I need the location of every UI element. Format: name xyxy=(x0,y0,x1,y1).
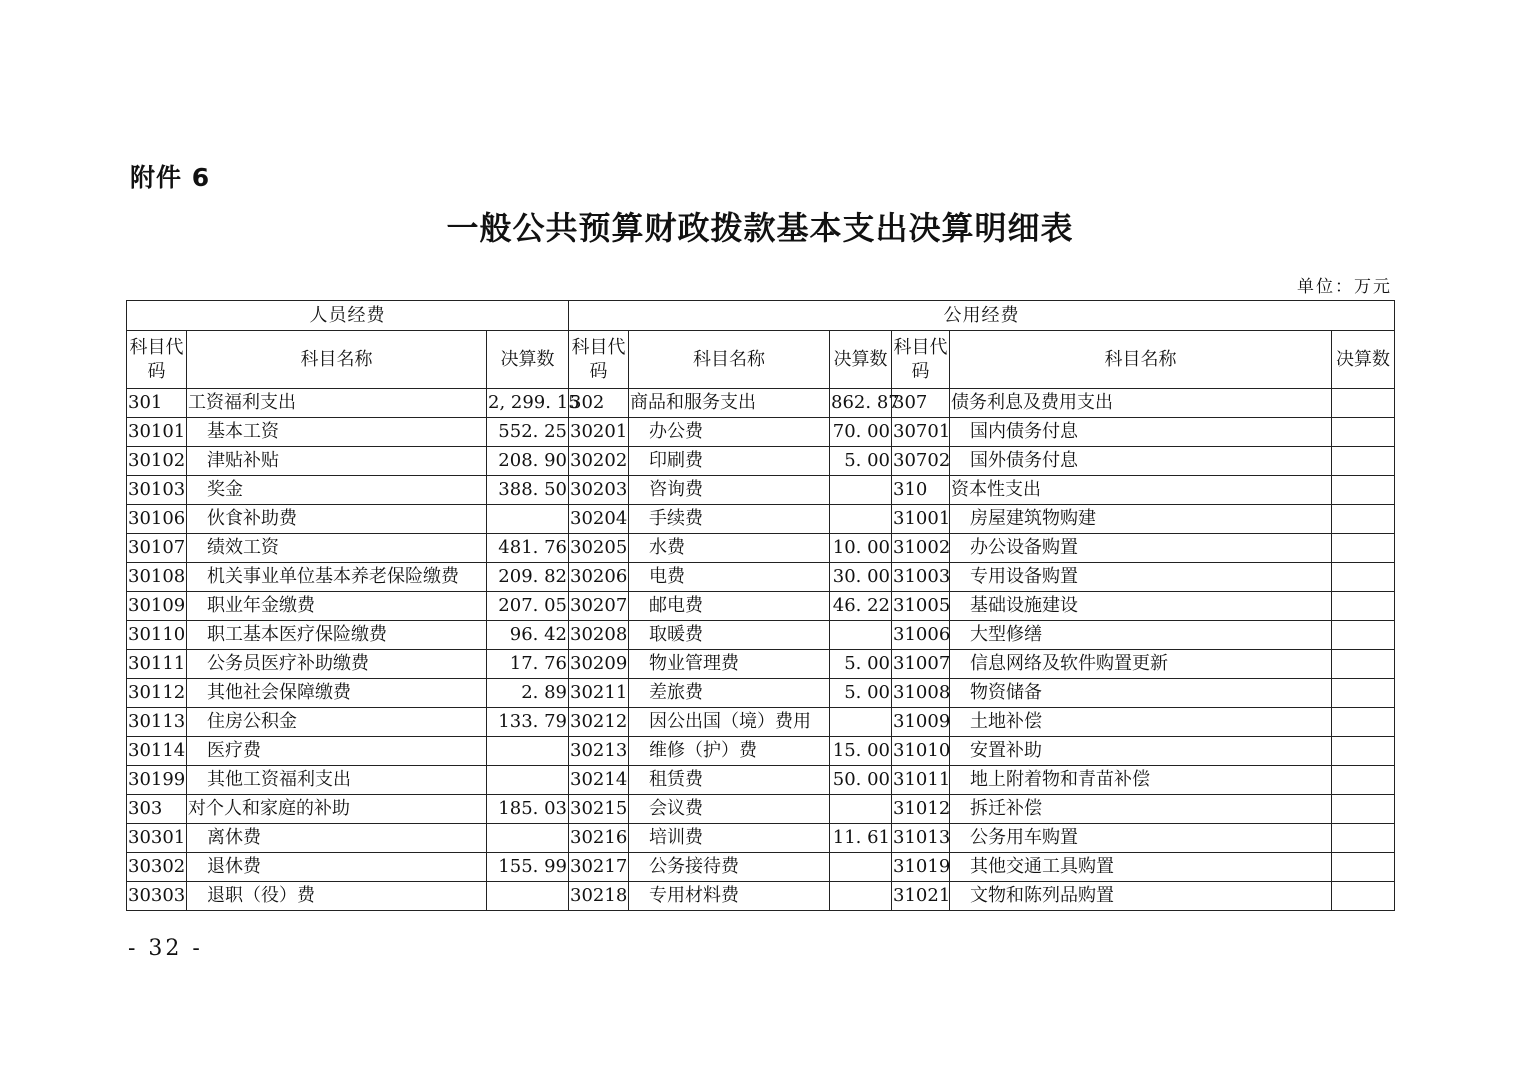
capital-name-cell: 物资储备 xyxy=(950,679,1332,708)
table-row xyxy=(127,476,1395,505)
personnel-name-cell: 津贴补贴 xyxy=(187,447,487,476)
personnel-amount-cell xyxy=(487,505,569,534)
page-title: 一般公共预算财政拨款基本支出决算明细表 xyxy=(446,209,1074,247)
public-amount-cell: 10. 00 xyxy=(830,534,892,563)
capital-name-cell: 文物和陈列品购置 xyxy=(950,882,1332,911)
personnel-name-cell: 职工基本医疗保险缴费 xyxy=(187,621,487,650)
capital-name-cell: 基础设施建设 xyxy=(950,592,1332,621)
capital-name-cell: 房屋建筑物购建 xyxy=(950,505,1332,534)
personnel-code-cell: 30102 xyxy=(127,447,187,476)
personnel-name-cell: 公务员医疗补助缴费 xyxy=(187,650,487,679)
public-amount-cell xyxy=(830,853,892,882)
table-row xyxy=(127,679,1395,708)
public-name-cell: 商品和服务支出 xyxy=(629,389,830,418)
public-code-cell: 30204 xyxy=(569,505,629,534)
public-code-cell: 30206 xyxy=(569,563,629,592)
personnel-name-cell: 奖金 xyxy=(187,476,487,505)
personnel-name-cell: 基本工资 xyxy=(187,418,487,447)
table-row xyxy=(127,534,1395,563)
column-header-code: 科目代码 xyxy=(569,331,629,389)
personnel-amount-cell xyxy=(487,824,569,853)
public-code-cell: 30218 xyxy=(569,882,629,911)
public-amount-cell: 5. 00 xyxy=(830,650,892,679)
capital-code-cell: 30701 xyxy=(892,418,950,447)
personnel-code-cell: 30303 xyxy=(127,882,187,911)
group-header-public: 公用经费 xyxy=(569,301,1395,331)
personnel-amount-cell xyxy=(487,766,569,795)
public-code-cell: 30201 xyxy=(569,418,629,447)
capital-code-cell: 31013 xyxy=(892,824,950,853)
personnel-amount-cell: 185. 03 xyxy=(487,795,569,824)
public-amount-cell: 5. 00 xyxy=(830,679,892,708)
capital-code-cell: 31011 xyxy=(892,766,950,795)
capital-amount-cell xyxy=(1332,824,1395,853)
personnel-amount-cell: 209. 82 xyxy=(487,563,569,592)
capital-code-cell: 30702 xyxy=(892,447,950,476)
column-header-amount: 决算数 xyxy=(830,331,892,389)
personnel-code-cell: 30109 xyxy=(127,592,187,621)
capital-code-cell: 31003 xyxy=(892,563,950,592)
personnel-name-cell: 伙食补助费 xyxy=(187,505,487,534)
public-name-cell: 会议费 xyxy=(629,795,830,824)
public-code-cell: 30205 xyxy=(569,534,629,563)
table-row xyxy=(127,766,1395,795)
personnel-name-cell: 绩效工资 xyxy=(187,534,487,563)
table-row xyxy=(127,447,1395,476)
capital-amount-cell xyxy=(1332,505,1395,534)
personnel-code-cell: 30108 xyxy=(127,563,187,592)
group-header-row xyxy=(127,301,1395,331)
capital-amount-cell xyxy=(1332,563,1395,592)
capital-code-cell: 310 xyxy=(892,476,950,505)
table-row xyxy=(127,389,1395,418)
personnel-amount-cell: 155. 99 xyxy=(487,853,569,882)
public-amount-cell: 11. 61 xyxy=(830,824,892,853)
public-amount-cell: 15. 00 xyxy=(830,737,892,766)
personnel-code-cell: 30301 xyxy=(127,824,187,853)
personnel-amount-cell: 481. 76 xyxy=(487,534,569,563)
table-row xyxy=(127,650,1395,679)
personnel-code-cell: 303 xyxy=(127,795,187,824)
attachment-label: 附件 6 xyxy=(130,163,211,192)
personnel-name-cell: 离休费 xyxy=(187,824,487,853)
table-row xyxy=(127,563,1395,592)
public-amount-cell: 862. 87 xyxy=(830,389,892,418)
capital-amount-cell xyxy=(1332,389,1395,418)
public-name-cell: 差旅费 xyxy=(629,679,830,708)
public-code-cell: 30214 xyxy=(569,766,629,795)
personnel-name-cell: 退职（役）费 xyxy=(187,882,487,911)
personnel-amount-cell xyxy=(487,882,569,911)
public-amount-cell xyxy=(830,476,892,505)
personnel-amount-cell: 133. 79 xyxy=(487,708,569,737)
capital-code-cell: 31006 xyxy=(892,621,950,650)
capital-name-cell: 国内债务付息 xyxy=(950,418,1332,447)
column-header-code: 科目代码 xyxy=(892,331,950,389)
public-name-cell: 因公出国（境）费用 xyxy=(629,708,830,737)
capital-amount-cell xyxy=(1332,534,1395,563)
personnel-code-cell: 30107 xyxy=(127,534,187,563)
personnel-code-cell: 30106 xyxy=(127,505,187,534)
capital-code-cell: 31007 xyxy=(892,650,950,679)
group-header-personnel: 人员经费 xyxy=(127,301,569,331)
public-code-cell: 30215 xyxy=(569,795,629,824)
capital-amount-cell xyxy=(1332,853,1395,882)
column-header-amount: 决算数 xyxy=(487,331,569,389)
capital-amount-cell xyxy=(1332,476,1395,505)
column-header-amount: 决算数 xyxy=(1332,331,1395,389)
public-name-cell: 取暖费 xyxy=(629,621,830,650)
column-header-name: 科目名称 xyxy=(950,331,1332,389)
public-name-cell: 水费 xyxy=(629,534,830,563)
public-code-cell: 30213 xyxy=(569,737,629,766)
table-body xyxy=(127,301,1395,911)
personnel-code-cell: 301 xyxy=(127,389,187,418)
column-header-name: 科目名称 xyxy=(187,331,487,389)
capital-name-cell: 公务用车购置 xyxy=(950,824,1332,853)
personnel-name-cell: 工资福利支出 xyxy=(187,389,487,418)
column-header-name: 科目名称 xyxy=(629,331,830,389)
public-code-cell: 30208 xyxy=(569,621,629,650)
table-row xyxy=(127,418,1395,447)
capital-name-cell: 专用设备购置 xyxy=(950,563,1332,592)
public-name-cell: 租赁费 xyxy=(629,766,830,795)
capital-amount-cell xyxy=(1332,418,1395,447)
public-code-cell: 302 xyxy=(569,389,629,418)
capital-name-cell: 办公设备购置 xyxy=(950,534,1332,563)
personnel-amount-cell: 552. 25 xyxy=(487,418,569,447)
capital-amount-cell xyxy=(1332,766,1395,795)
capital-code-cell: 31012 xyxy=(892,795,950,824)
public-name-cell: 专用材料费 xyxy=(629,882,830,911)
public-code-cell: 30216 xyxy=(569,824,629,853)
personnel-amount-cell: 96. 42 xyxy=(487,621,569,650)
capital-name-cell: 国外债务付息 xyxy=(950,447,1332,476)
public-code-cell: 30212 xyxy=(569,708,629,737)
public-amount-cell: 46. 22 xyxy=(830,592,892,621)
personnel-name-cell: 机关事业单位基本养老保险缴费 xyxy=(187,563,487,592)
capital-name-cell: 地上附着物和青苗补偿 xyxy=(950,766,1332,795)
capital-code-cell: 31021 xyxy=(892,882,950,911)
personnel-name-cell: 住房公积金 xyxy=(187,708,487,737)
capital-code-cell: 307 xyxy=(892,389,950,418)
personnel-code-cell: 30199 xyxy=(127,766,187,795)
capital-name-cell: 债务利息及费用支出 xyxy=(950,389,1332,418)
capital-code-cell: 31010 xyxy=(892,737,950,766)
table-row xyxy=(127,737,1395,766)
public-code-cell: 30211 xyxy=(569,679,629,708)
personnel-name-cell: 退休费 xyxy=(187,853,487,882)
personnel-amount-cell: 2, 299. 15 xyxy=(487,389,569,418)
public-name-cell: 公务接待费 xyxy=(629,853,830,882)
public-amount-cell: 70. 00 xyxy=(830,418,892,447)
capital-amount-cell xyxy=(1332,621,1395,650)
capital-code-cell: 31019 xyxy=(892,853,950,882)
public-name-cell: 印刷费 xyxy=(629,447,830,476)
table-row xyxy=(127,592,1395,621)
capital-amount-cell xyxy=(1332,679,1395,708)
personnel-code-cell: 30113 xyxy=(127,708,187,737)
capital-name-cell: 安置补助 xyxy=(950,737,1332,766)
page-number: - 32 - xyxy=(128,936,203,961)
capital-code-cell: 31009 xyxy=(892,708,950,737)
personnel-amount-cell xyxy=(487,737,569,766)
personnel-code-cell: 30302 xyxy=(127,853,187,882)
personnel-amount-cell: 207. 05 xyxy=(487,592,569,621)
public-name-cell: 物业管理费 xyxy=(629,650,830,679)
personnel-name-cell: 职业年金缴费 xyxy=(187,592,487,621)
public-name-cell: 邮电费 xyxy=(629,592,830,621)
public-name-cell: 手续费 xyxy=(629,505,830,534)
capital-name-cell: 拆迁补偿 xyxy=(950,795,1332,824)
personnel-amount-cell: 17. 76 xyxy=(487,650,569,679)
public-amount-cell xyxy=(830,795,892,824)
public-name-cell: 咨询费 xyxy=(629,476,830,505)
public-code-cell: 30203 xyxy=(569,476,629,505)
personnel-code-cell: 30101 xyxy=(127,418,187,447)
capital-name-cell: 大型修缮 xyxy=(950,621,1332,650)
capital-amount-cell xyxy=(1332,882,1395,911)
public-amount-cell xyxy=(830,882,892,911)
public-name-cell: 维修（护）费 xyxy=(629,737,830,766)
capital-name-cell: 其他交通工具购置 xyxy=(950,853,1332,882)
table-row xyxy=(127,882,1395,911)
public-amount-cell: 30. 00 xyxy=(830,563,892,592)
capital-amount-cell xyxy=(1332,447,1395,476)
column-header-row xyxy=(127,331,1395,389)
capital-amount-cell xyxy=(1332,650,1395,679)
table-row xyxy=(127,853,1395,882)
budget-table xyxy=(126,300,1395,911)
capital-amount-cell xyxy=(1332,592,1395,621)
personnel-code-cell: 30112 xyxy=(127,679,187,708)
capital-amount-cell xyxy=(1332,737,1395,766)
capital-code-cell: 31002 xyxy=(892,534,950,563)
personnel-amount-cell: 2. 89 xyxy=(487,679,569,708)
public-code-cell: 30209 xyxy=(569,650,629,679)
capital-name-cell: 资本性支出 xyxy=(950,476,1332,505)
public-amount-cell xyxy=(830,621,892,650)
personnel-name-cell: 医疗费 xyxy=(187,737,487,766)
column-header-code: 科目代码 xyxy=(127,331,187,389)
public-code-cell: 30207 xyxy=(569,592,629,621)
public-name-cell: 培训费 xyxy=(629,824,830,853)
personnel-name-cell: 其他社会保障缴费 xyxy=(187,679,487,708)
personnel-code-cell: 30111 xyxy=(127,650,187,679)
personnel-code-cell: 30103 xyxy=(127,476,187,505)
public-amount-cell xyxy=(830,708,892,737)
personnel-code-cell: 30110 xyxy=(127,621,187,650)
public-amount-cell xyxy=(830,505,892,534)
public-name-cell: 电费 xyxy=(629,563,830,592)
capital-amount-cell xyxy=(1332,708,1395,737)
public-code-cell: 30217 xyxy=(569,853,629,882)
capital-code-cell: 31008 xyxy=(892,679,950,708)
table-row xyxy=(127,824,1395,853)
table-row xyxy=(127,505,1395,534)
personnel-amount-cell: 208. 90 xyxy=(487,447,569,476)
public-amount-cell: 50. 00 xyxy=(830,766,892,795)
personnel-amount-cell: 388. 50 xyxy=(487,476,569,505)
public-amount-cell: 5. 00 xyxy=(830,447,892,476)
capital-name-cell: 信息网络及软件购置更新 xyxy=(950,650,1332,679)
capital-code-cell: 31005 xyxy=(892,592,950,621)
capital-amount-cell xyxy=(1332,795,1395,824)
personnel-name-cell: 其他工资福利支出 xyxy=(187,766,487,795)
personnel-code-cell: 30114 xyxy=(127,737,187,766)
capital-code-cell: 31001 xyxy=(892,505,950,534)
unit-label: 单位：万元 xyxy=(1297,277,1392,297)
public-name-cell: 办公费 xyxy=(629,418,830,447)
table-row xyxy=(127,708,1395,737)
table-row xyxy=(127,795,1395,824)
personnel-name-cell: 对个人和家庭的补助 xyxy=(187,795,487,824)
capital-name-cell: 土地补偿 xyxy=(950,708,1332,737)
public-code-cell: 30202 xyxy=(569,447,629,476)
table-row xyxy=(127,621,1395,650)
